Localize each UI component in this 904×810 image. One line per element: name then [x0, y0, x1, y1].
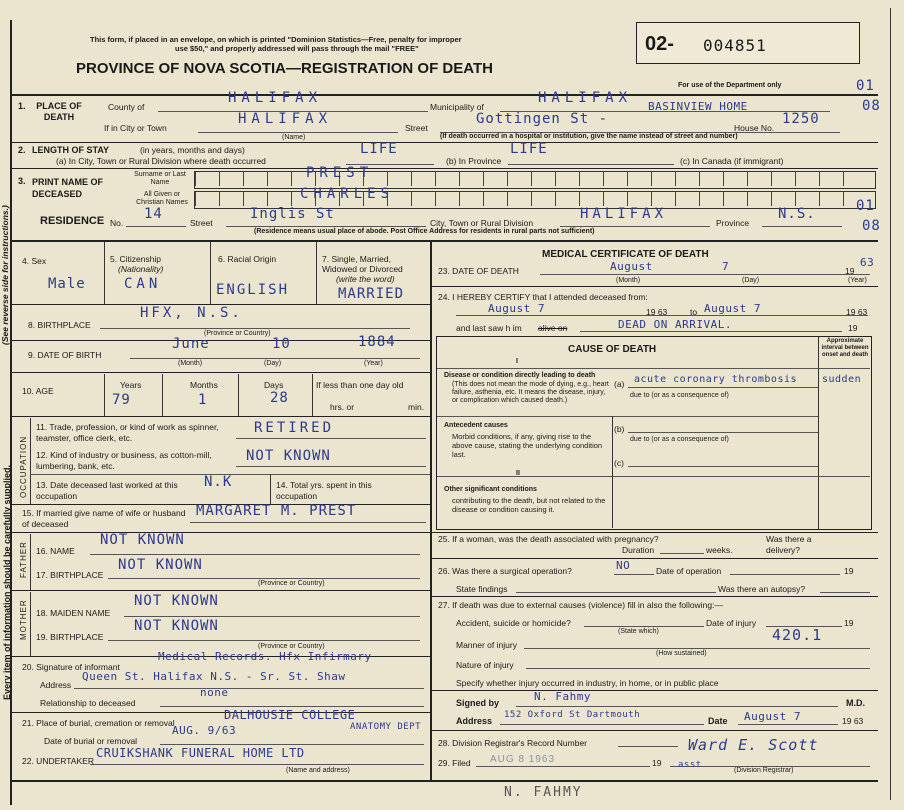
autopsy-label: Was there an autopsy?: [718, 584, 806, 594]
residence-code1: 01: [856, 198, 875, 214]
burial-date-label: Date of burial or removal: [44, 736, 138, 746]
center-divider: [430, 242, 432, 782]
citizenship-label: 5. Citizenship: [110, 254, 162, 264]
mother-sub: (Province or Country): [258, 643, 325, 650]
header-rule: [12, 94, 878, 96]
days-label: Days: [264, 380, 284, 390]
registration-box: [636, 22, 860, 64]
registrar-asst: asst: [678, 760, 702, 770]
father-side-label: FATHER: [19, 541, 28, 578]
birthplace-value: HFX, N.S.: [140, 305, 243, 321]
interval-label: Approximate interval between onset and death: [821, 338, 869, 358]
operation-value: NO: [616, 559, 631, 572]
disease-label: Disease or condition directly leading to death: [444, 372, 596, 379]
citizenship-sub: (Nationality): [118, 264, 164, 274]
surname-boxes: [194, 171, 876, 189]
q27-label: 27. If death was due to external causes (violence) fill in also the following:—: [438, 600, 723, 610]
op-year: 19: [844, 566, 854, 576]
father-name-value: NOT KNOWN: [100, 532, 185, 548]
county-label: County of: [108, 102, 145, 112]
dob-month-sub: (Month): [178, 360, 203, 367]
cause-a-value: acute coronary thrombosis: [634, 374, 798, 385]
less-label: If less than one day old: [316, 380, 404, 390]
form-title: PROVINCE OF NOVA SCOTIA—REGISTRATION OF DEATH: [76, 60, 493, 77]
injury-year: 19: [844, 618, 854, 628]
antecedent-note: Morbid conditions, if any, giving rise to the above cause, stating the underlying condition last.: [452, 432, 603, 459]
burial-place: DALHOUSIE COLLEGE: [224, 708, 356, 722]
burial-date: AUG. 9/63: [172, 724, 237, 737]
relationship-label: Relationship to deceased: [40, 698, 136, 708]
residence-province-value: N.S.: [778, 206, 816, 222]
due-to-1: due to (or as a consequence of): [630, 392, 729, 399]
q12-value: NOT KNOWN: [246, 448, 331, 464]
house-value: 1250: [782, 111, 820, 127]
section1-label: I: [516, 358, 518, 365]
institution-value: BASINVIEW HOME: [648, 100, 748, 113]
death-year-prefix: 19: [845, 266, 855, 276]
dob-label: 9. DATE OF BIRTH: [28, 350, 102, 360]
death-month-sub: (Month): [616, 277, 641, 284]
how-sustained: (How sustained): [656, 650, 707, 657]
dob-year: 1884: [358, 334, 396, 350]
municipality-value: HALIFAX: [538, 90, 633, 106]
mother-birthplace-label: 19. BIRTHPLACE: [36, 632, 104, 642]
section2-label: II: [516, 470, 520, 477]
q29-label: 29. Filed: [438, 758, 471, 768]
months-label: Months: [190, 380, 218, 390]
q3-num: 3.: [18, 176, 26, 186]
delivery-label: Was there a delivery?: [766, 534, 812, 555]
registrar-label: (Division Registrar): [734, 767, 794, 774]
q15-label: 15. If married give name of wife or husband of deceased: [22, 508, 186, 529]
death-year-sub: (Year): [848, 277, 867, 284]
weeks-label: weeks.: [706, 545, 733, 555]
side-note-left: Every item of information should be carefully supplied.: [2, 464, 12, 700]
disease-note: (This does not mean the mode of dying, e.g., heart failure, asthenia, etc. It means the disease, injury, or complication which caused death.): [452, 381, 609, 404]
q21-label: 21. Place of burial, cremation or removal: [22, 718, 175, 728]
age-label: 10. AGE: [22, 386, 54, 396]
reg-prefix: 02-: [645, 33, 674, 55]
q13-label: 13. Date deceased last worked at this occupation: [36, 480, 178, 501]
street-label: Street: [405, 123, 428, 133]
residence-no-value: 14: [144, 206, 163, 222]
right-edge-line: [890, 8, 891, 800]
occupation-side-label: OCCUPATION: [19, 435, 28, 498]
last-saw-label: and last saw h im: [456, 323, 522, 333]
manner-label: Manner of injury: [456, 640, 517, 650]
marital-sub: (write the word): [336, 274, 395, 284]
mother-birthplace-value: NOT KNOWN: [134, 618, 219, 634]
signed-value: N. Fahmy: [534, 690, 591, 703]
dept-use-label: For use of the Department only: [678, 82, 782, 89]
q26-label: 26. Was there a surgical operation?: [438, 566, 572, 576]
q2-label-sub: (in years, months and days): [140, 145, 245, 155]
q3-label: PRINT NAME OF DECEASED: [32, 177, 103, 199]
dob-year-sub: (Year): [364, 360, 383, 367]
filed-year: 19: [652, 758, 662, 768]
given-value: CHARLES: [300, 186, 395, 202]
manner-code: 420.1: [772, 626, 823, 644]
cause-title: CAUSE OF DEATH: [568, 344, 657, 355]
origin-label: 6. Racial Origin: [218, 254, 277, 264]
municipality-label: Municipality of: [430, 102, 484, 112]
burial-place2: ANATOMY DEPT: [350, 722, 422, 732]
stay-a-label: (a) In City, Town or Rural Division where death occurred: [56, 156, 266, 166]
county-value: HALIFAX: [228, 90, 323, 106]
mother-side-label: MOTHER: [19, 599, 28, 640]
surname-value: PREST: [306, 165, 374, 181]
undertaker-sub: (Name and address): [286, 767, 350, 774]
dob-day-sub: (Day): [264, 360, 282, 367]
doctor-address-label: Address: [456, 716, 493, 726]
q11-value: RETIRED: [254, 420, 335, 436]
specify-label: Specify whether injury occurred in industry, in home, or in public place: [456, 678, 719, 688]
filed-stamp: AUG 8 1963: [490, 754, 556, 765]
q12-label: 12. Kind of industry or business, as cotton-mill, lumbering, bank, etc.: [36, 450, 212, 471]
q1-num: 1.: [18, 101, 26, 111]
father-sub: (Province or Country): [258, 580, 325, 587]
signed-label: Signed by: [456, 698, 500, 708]
father-birthplace-label: 17. BIRTHPLACE: [36, 570, 104, 580]
alive-on-label: alive on: [538, 323, 568, 333]
marital-value: MARRIED: [338, 286, 405, 302]
years-value: 79: [112, 392, 131, 408]
birthplace-label: 8. BIRTHPLACE: [28, 320, 91, 330]
duration-label: Duration: [622, 545, 655, 555]
death-month: August: [610, 260, 653, 273]
q14-label: 14. Total yrs. spent in this occupation: [276, 480, 372, 501]
residence-city-value: HALIFAX: [580, 206, 668, 222]
street-note: (If death occurred in a hospital or institution, give the name instead of street and number): [440, 133, 738, 140]
q28-label: 28. Division Registrar's Record Number: [438, 738, 588, 748]
doctor-date-value: August 7: [744, 710, 801, 723]
years-label: Years: [120, 380, 142, 390]
other-label: Other significant conditions: [444, 486, 537, 493]
undertaker-value: CRUIKSHANK FUNERAL HOME LTD: [96, 746, 305, 760]
house-label: House No.: [734, 123, 775, 133]
residence-note: (Residence means usual place of abode. Post Office Address for residents in rural parts not sufficient): [254, 228, 595, 235]
stay-b-value: LIFE: [510, 141, 548, 157]
informant-sig-label: 20. Signature of informant: [22, 662, 120, 672]
registrar-signature: Ward E. Scott: [688, 736, 819, 754]
q11-label: 11. Trade, profession, or kind of work as spinner, teamster, office clerk, etc.: [36, 422, 219, 443]
last-saw-year: 19: [848, 323, 858, 333]
stay-c-label: (c) In Canada (if immigrant): [680, 156, 784, 166]
q24-label: 24. I HEREBY CERTIFY that I attended deceased from:: [438, 292, 648, 302]
hrs-label: hrs. or: [330, 402, 355, 412]
residence-street-label: Street: [190, 218, 213, 228]
doctor-date-label: Date: [708, 716, 728, 726]
doctor-address-value: 152 Oxford St Dartmouth: [504, 710, 641, 720]
residence-no-label: No.: [110, 218, 124, 228]
attend-from: August 7: [488, 302, 545, 315]
residence-street-value: Inglis St: [250, 206, 335, 222]
date-op-label: Date of operation: [656, 566, 722, 576]
origin-value: ENGLISH: [216, 282, 290, 298]
attend-to: August 7: [704, 302, 761, 315]
q2-num: 2.: [18, 145, 26, 155]
cause-a-interval: sudden: [822, 374, 862, 385]
informant-address-value: Queen St. Halifax N.S. - Sr. St. Shaw: [82, 670, 346, 683]
md-label: M.D.: [846, 698, 865, 708]
place-code1: 01: [856, 78, 875, 94]
attend-from-year: 19 63: [646, 307, 668, 317]
days-value: 28: [270, 390, 289, 406]
state-findings-label: State findings: [456, 584, 508, 594]
residence-code2: 08: [862, 218, 881, 234]
sex-label: 4. Sex: [22, 256, 47, 266]
q15-value: MARGARET M. PREST: [196, 503, 357, 519]
state-which: (State which): [618, 628, 659, 635]
surname-label: Surname or Last Name: [134, 171, 186, 186]
residence-city-label: City, Town or Rural Division: [430, 218, 534, 228]
months-value: 1: [198, 392, 208, 408]
antecedent-label: Antecedent causes: [444, 422, 508, 429]
accident-label: Accident, suicide or homicide?: [456, 618, 571, 628]
notice-line1: This form, if placed in an envelope, on which is printed "Dominion Statistics—Free, penalty for improper: [90, 35, 462, 44]
citizenship-value: CAN: [124, 276, 162, 292]
medical-title: MEDICAL CERTIFICATE OF DEATH: [542, 249, 709, 260]
city-value: HALIFAX: [238, 111, 333, 127]
residence-province-label: Province: [716, 218, 750, 228]
death-day-sub: (Day): [742, 277, 760, 284]
attend-to-label: to: [690, 307, 698, 317]
name-sub: (Name): [282, 134, 306, 141]
cause-b-label: (b): [614, 424, 625, 434]
cause-a-label: (a): [614, 379, 625, 389]
stay-a-value: LIFE: [360, 141, 398, 157]
city-label: If in City or Town: [104, 123, 167, 133]
death-year: 63: [860, 256, 875, 269]
last-saw-value: DEAD ON ARRIVAL.: [618, 318, 732, 331]
mother-maiden-label: 18. MAIDEN NAME: [36, 608, 111, 618]
notice-line2: use $50," and properly addressed will pass through the mail "FREE": [175, 44, 419, 53]
dob-day: 10: [272, 336, 291, 352]
marital-label: 7. Single, Married, Widowed or Divorced: [322, 254, 403, 274]
mother-maiden-value: NOT KNOWN: [134, 593, 219, 609]
due-to-2: due to (or as a consequence of): [630, 436, 729, 443]
q22-label: 22. UNDERTAKER: [22, 756, 94, 766]
q2-label: LENGTH OF STAY: [32, 145, 110, 155]
father-name-label: 16. NAME: [36, 546, 75, 556]
informant-address-label: Address: [40, 680, 72, 690]
place-code2: 08: [862, 98, 881, 114]
q25-label: 25. If a woman, was the death associated with pregnancy?: [438, 534, 659, 544]
min-label: min.: [408, 402, 425, 412]
reg-number: 004851: [703, 36, 767, 55]
cause-c-label: (c): [614, 458, 624, 468]
dob-month: June: [172, 336, 210, 352]
date-injury-label: Date of injury: [706, 618, 757, 628]
attend-to-year: 19 63: [846, 307, 868, 317]
footer-note: N. FAHMY: [504, 785, 583, 800]
birthplace-sub: (Province or Country): [204, 330, 271, 337]
nature-label: Nature of injury: [456, 660, 514, 670]
street-value: Gottingen St -: [476, 111, 609, 127]
q13-value: N.K: [204, 474, 233, 490]
q1-label: PLACE OF DEATH: [36, 101, 82, 122]
sex-value: Male: [48, 276, 86, 292]
father-birthplace-value: NOT KNOWN: [118, 557, 203, 573]
given-label: All Given or Christian Names: [136, 191, 188, 206]
informant-sig-value: Medical Records. Hfx Infirmary: [158, 650, 372, 663]
death-day: 7: [722, 260, 730, 273]
doctor-date-year: 19 63: [842, 716, 864, 726]
residence-label: RESIDENCE: [40, 215, 105, 227]
q23-label: 23. DATE OF DEATH: [438, 266, 519, 276]
relationship-value: none: [200, 686, 229, 699]
side-note-instructions: (See reverse side for instructions.): [0, 205, 10, 345]
stay-b-label: (b) In Province: [446, 156, 502, 166]
other-note: contributing to the death, but not related to the disease or condition causing it.: [452, 496, 606, 514]
